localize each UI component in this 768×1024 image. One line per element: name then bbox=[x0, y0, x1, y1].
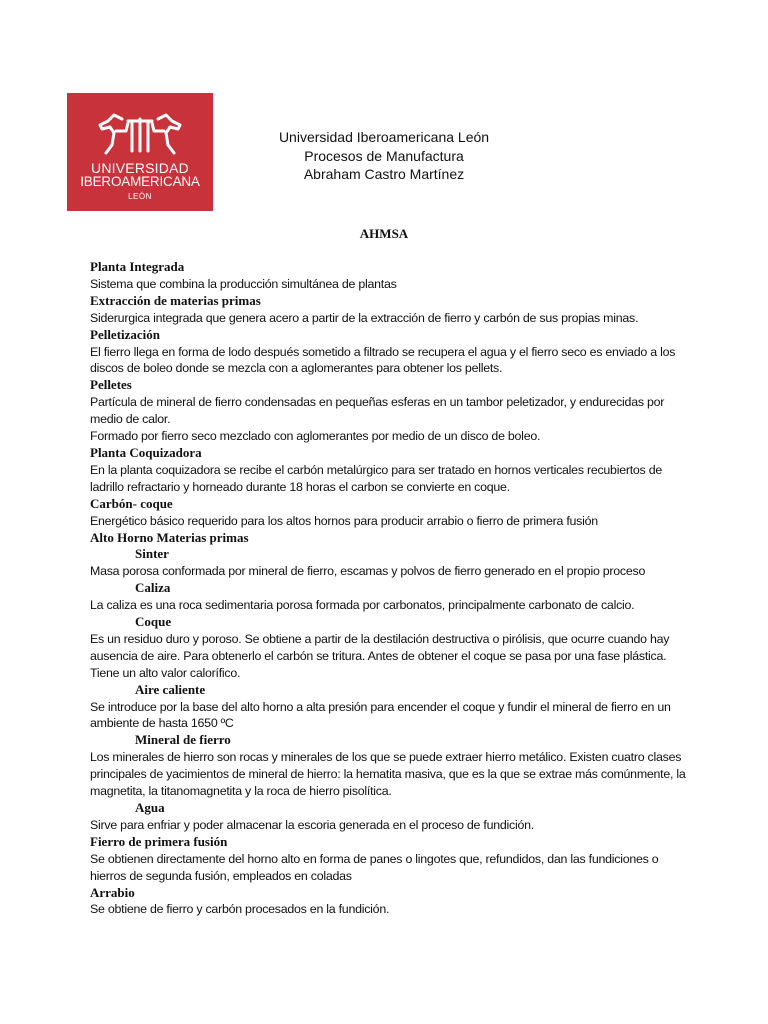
section-heading: Pelletización bbox=[90, 326, 161, 342]
section-heading: Alto Horno Materias primas bbox=[90, 529, 249, 545]
section-paragraph: Siderurgica integrada que genera acero a partir de la extracción de fierro y carbón de sus propias minas. bbox=[90, 310, 639, 325]
section-heading: Planta Integrada bbox=[90, 259, 185, 274]
section-heading: Pelletes bbox=[90, 377, 132, 393]
section-paragraph: Se obtienen directamente del horno alto en forma de panes o lingotes que, refundidos, dan las fundiciones o hierros de segunda fusión, empleados en coladas bbox=[90, 851, 659, 883]
author-name: Abraham Castro Martínez bbox=[303, 166, 465, 182]
section-paragraph: El fierro llega en forma de lodo después sometido a filtrado se recupera el agua y el fierro seco es enviado a los discos de boleo donde se mezcla con a aglomerantes para obtener los pellets. bbox=[90, 344, 676, 376]
section-paragraph: Los minerales de hierro son rocas y minerales de los que se puede extraer hierro metálico. Existen cuatro clases principales de yacimientos de mineral de hierro: la hematita masiva, que es la que se extrae más comúnmente, la magnetita, la titanomagnetita y la roca de hierro pisolítica. bbox=[90, 750, 686, 799]
document-title: AHMSA bbox=[359, 226, 409, 241]
section-paragraph: Formado por fierro seco mezclado con aglomerantes por medio de un disco de boleo. bbox=[90, 429, 541, 444]
section-heading: Extracción de materias primas bbox=[90, 292, 261, 308]
course-name: Procesos de Manufactura bbox=[304, 147, 464, 164]
logo-line-1: UNIVERSIDAD bbox=[91, 160, 189, 176]
section-heading: Mineral de fierro bbox=[135, 732, 231, 748]
section-paragraph: Sirve para enfriar y poder almacenar la escoria generada en el proceso de fundición. bbox=[90, 817, 534, 832]
section-heading: Sinter bbox=[135, 546, 169, 562]
section-paragraph: En la planta coquizadora se recibe el carbón metalúrgico para ser tratado en hornos verticales recubiertos de ladrillo refractario y horneado durante 18 horas el carbon se convierte en coque. bbox=[90, 462, 662, 494]
section-paragraph: Se obtiene de fierro y carbón procesados en la fundición. bbox=[90, 902, 390, 917]
university-logo bbox=[67, 93, 213, 211]
section-heading: Caliza bbox=[135, 580, 171, 596]
section-paragraph: La caliza es una roca sedimentaria porosa formada por carbonatos, principalmente carbonato de calcio. bbox=[90, 598, 635, 613]
document-body bbox=[90, 259, 690, 918]
logo-line-2: IBEROAMERICANA bbox=[80, 174, 200, 189]
logo-line-3: LEÓN bbox=[128, 192, 152, 201]
horses-crest-icon bbox=[92, 111, 188, 157]
section-paragraph: Partícula de mineral de fierro condensadas en pequeñas esferas en un tambor peletizador, y endurecidas por medio de calor. bbox=[90, 395, 665, 427]
section-paragraph: Energético básico requerido para los altos hornos para producir arrabio o fierro de primera fusión bbox=[90, 513, 598, 528]
section-paragraph: Sistema que combina la producción simultánea de plantas bbox=[90, 276, 397, 291]
section-heading: Aire caliente bbox=[135, 681, 206, 697]
section-heading: Carbón- coque bbox=[90, 495, 173, 511]
section-paragraph: Es un residuo duro y poroso. Se obtiene a partir de la destilación destructiva o pirólisis, que ocurre cuando hay ausencia de aire. Para obtenerlo el carbón se tritura. Antes de obtener el coque se pasa por una fase plástica. Tiene un alto valor calorífico. bbox=[90, 631, 670, 680]
section-heading: Coque bbox=[135, 614, 172, 630]
document-header bbox=[246, 128, 522, 184]
section-heading: Planta Coquizadora bbox=[90, 444, 202, 460]
section-paragraph: Masa porosa conformada por mineral de fierro, escamas y polvos de fierro generado en el propio proceso bbox=[90, 564, 646, 579]
section-heading: Agua bbox=[135, 800, 165, 815]
university-name: Universidad Iberoamericana León bbox=[278, 129, 490, 145]
section-heading: Fierro de primera fusión bbox=[90, 833, 228, 849]
section-heading: Arrabio bbox=[90, 884, 135, 900]
section-paragraph: Se introduce por la base del alto horno a alta presión para encender el coque y fundir el mineral de fierro en un ambiente de hasta 1650 ºC bbox=[90, 699, 671, 731]
